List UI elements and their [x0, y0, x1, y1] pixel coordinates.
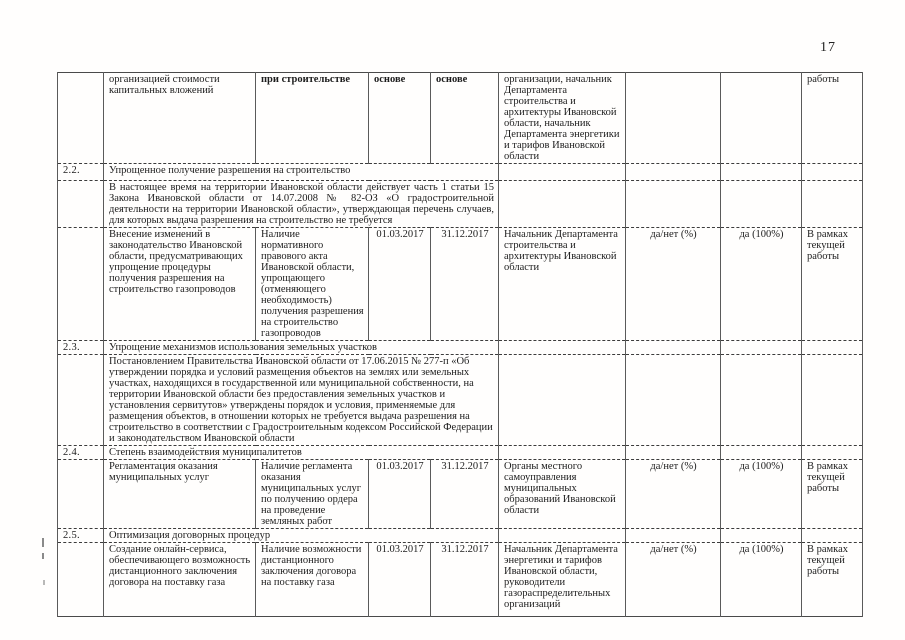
action-plan-table [57, 72, 863, 617]
empty-cell [626, 164, 721, 181]
empty-cell [626, 529, 721, 543]
basis-header-cell: основе [369, 73, 431, 164]
empty-cell [626, 73, 721, 164]
section-number-cell: 2.3. [58, 341, 104, 355]
indicator-cell: Наличие регламента оказания муниципальных услуг по получению ордера на проведение земляных работ [256, 460, 369, 529]
measure-cell: Регламентация оказания муниципальных услуг [104, 460, 256, 529]
scan-artifact [43, 580, 45, 585]
empty-cell [721, 73, 802, 164]
section-2-2-title-row [58, 164, 863, 181]
empty-cell [721, 164, 802, 181]
empty-cell [721, 355, 802, 446]
section-number-cell: 2.4. [58, 446, 104, 460]
unit-cell: да/нет (%) [626, 228, 721, 341]
section-2-4-measure-row [58, 460, 863, 529]
empty-cell [499, 446, 626, 460]
start-date-cell: 01.03.2017 [369, 460, 431, 529]
object-header-cell: организацией стоимости капитальных вложений [104, 73, 256, 164]
section-2-5-measure-row [58, 543, 863, 617]
unit-cell: да/нет (%) [626, 543, 721, 617]
empty-cell [58, 73, 104, 164]
empty-cell [802, 164, 863, 181]
empty-cell [58, 228, 104, 341]
section-number-cell: 2.2. [58, 164, 104, 181]
scan-artifact [42, 553, 44, 559]
empty-cell [721, 181, 802, 228]
target-value-cell: да (100%) [721, 543, 802, 617]
empty-cell [626, 181, 721, 228]
empty-cell [626, 341, 721, 355]
empty-cell [499, 529, 626, 543]
empty-cell [58, 181, 104, 228]
start-date-cell: 01.03.2017 [369, 543, 431, 617]
empty-cell [802, 341, 863, 355]
end-date-cell: 31.12.2017 [431, 460, 499, 529]
stage-header-cell: при строительстве [256, 73, 369, 164]
funding-cell: В рамках текущей работы [802, 228, 863, 341]
basis-header-cell: основе [431, 73, 499, 164]
indicator-cell: Наличие нормативного правового акта Ивановской области, упрощающего (отменяющего необходимость) получения разрешения на строительство газопроводов [256, 228, 369, 341]
empty-cell [499, 181, 626, 228]
empty-cell [499, 355, 626, 446]
empty-cell [58, 460, 104, 529]
section-2-5-title-row [58, 529, 863, 543]
measure-cell: Создание онлайн-сервиса, обеспечивающего возможность дистанционного заключения договора на поставку газа [104, 543, 256, 617]
section-title-cell: Упрощенное получение разрешения на строительство [104, 164, 499, 181]
empty-cell [626, 446, 721, 460]
empty-cell [721, 529, 802, 543]
empty-cell [626, 355, 721, 446]
target-value-cell: да (100%) [721, 460, 802, 529]
funding-header-cell: работы [802, 73, 863, 164]
empty-cell [802, 181, 863, 228]
start-date-cell: 01.03.2017 [369, 228, 431, 341]
page-number: 17 [820, 40, 836, 55]
section-title-cell: Оптимизация договорных процедур [104, 529, 499, 543]
empty-cell [802, 355, 863, 446]
unit-cell: да/нет (%) [626, 460, 721, 529]
empty-cell [58, 543, 104, 617]
header-carryover-row [58, 73, 863, 164]
target-value-cell: да (100%) [721, 228, 802, 341]
responsible-cell: Органы местного самоуправления муниципальных образований Ивановской области [499, 460, 626, 529]
responsible-header-cell: организации, начальник Департамента строительства и архитектуры Ивановской области, начальник Департамента энергетики и тарифов Ивановской области [499, 73, 626, 164]
section-2-3-title-row [58, 341, 863, 355]
empty-cell [802, 529, 863, 543]
indicator-cell: Наличие возможности дистанционного заключения договора на поставку газа [256, 543, 369, 617]
section-title-cell: Степень взаимодействия муниципалитетов [104, 446, 499, 460]
section-2-2-measure-row [58, 228, 863, 341]
empty-cell [721, 446, 802, 460]
section-title-cell: Упрощение механизмов использования земельных участков [104, 341, 499, 355]
empty-cell [499, 341, 626, 355]
responsible-cell: Начальник Департамента энергетики и тарифов Ивановской области, руководители газораспределительных организаций [499, 543, 626, 617]
empty-cell [58, 355, 104, 446]
end-date-cell: 31.12.2017 [431, 228, 499, 341]
end-date-cell: 31.12.2017 [431, 543, 499, 617]
scan-artifact [42, 538, 44, 547]
section-note-cell: В настоящее время на территории Ивановской области действует часть 1 статьи 15 Закона Ивановской области от 14.07.2008 № 82-ОЗ «О градостроительной деятельности на территории Ивановской области», утверждающая перечень случаев, для которых выдача разрешения на строительство не требуется [104, 181, 499, 228]
funding-cell: В рамках текущей работы [802, 543, 863, 617]
funding-cell: В рамках текущей работы [802, 460, 863, 529]
section-2-3-note-row [58, 355, 863, 446]
section-number-cell: 2.5. [58, 529, 104, 543]
empty-cell [499, 164, 626, 181]
empty-cell [802, 446, 863, 460]
section-2-2-note-row [58, 181, 863, 228]
section-2-4-title-row [58, 446, 863, 460]
measure-cell: Внесение изменений в законодательство Ивановской области, предусматривающих упрощение процедуры получения разрешения на строительство газопроводов [104, 228, 256, 341]
responsible-cell: Начальник Департамента строительства и архитектуры Ивановской области [499, 228, 626, 341]
empty-cell [721, 341, 802, 355]
section-note-cell: Постановлением Правительства Ивановской области от 17.06.2015 № 277-п «Об утверждении порядка и условий размещения объектов на землях или земельных участках, находящихся в государственной или муниципальной собственности, на территории Ивановской области без предоставления земельных участков и установления сервитутов» утверждены порядок и условия, применяемые для размещения объектов, в отношении которых не требуется выдача разрешения на строительство в соответствии с Градостроительным кодексом Российской Федерации и законодательством Ивановской области [104, 355, 499, 446]
